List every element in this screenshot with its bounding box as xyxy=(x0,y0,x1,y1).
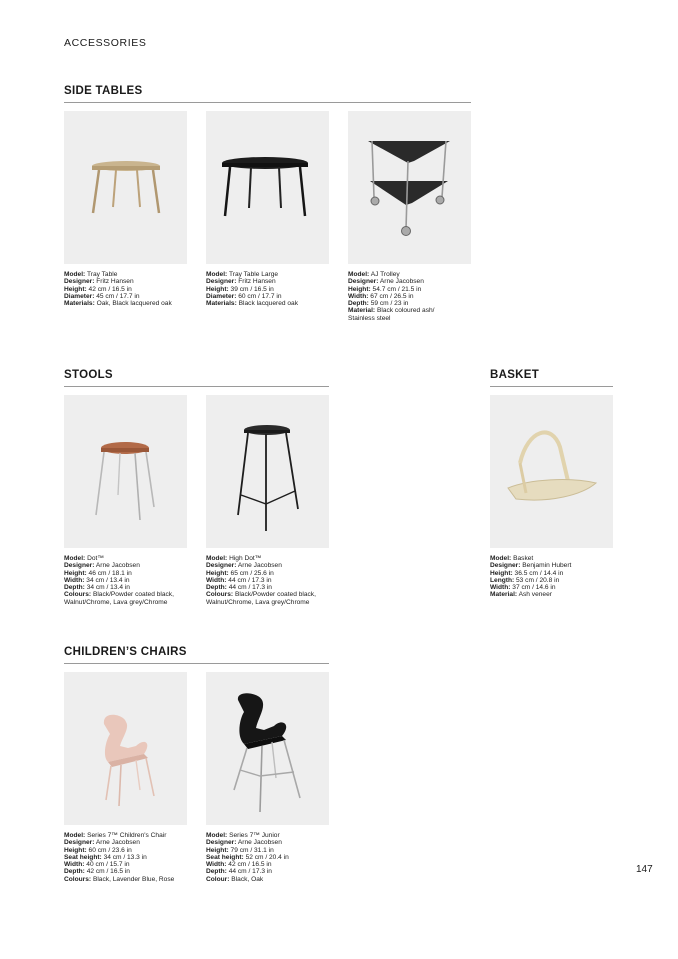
page-header: ACCESSORIES xyxy=(64,37,147,49)
section-divider xyxy=(64,386,329,387)
basket-image xyxy=(490,395,613,548)
series-7-childrens-chair-image xyxy=(64,672,187,825)
high-dot-stool-image xyxy=(206,395,329,548)
product-card-series-7-childrens-chair[interactable] xyxy=(64,672,187,883)
product-card-aj-trolley[interactable] xyxy=(348,111,471,322)
product-specs: Model: Tray Table Designer: Fritz Hansen Height: 42 cm / 16.5 in Diameter: 45 cm / 17.7 in Materials: Oak, Black lacquered oak xyxy=(64,271,172,308)
aj-trolley-image xyxy=(348,111,471,264)
page-number: 147 xyxy=(636,864,653,875)
series-7-junior-chair-image xyxy=(206,672,329,825)
product-card-basket[interactable] xyxy=(490,395,613,599)
section-title-side-tables: SIDE TABLES xyxy=(64,85,143,97)
section-divider xyxy=(64,663,329,664)
section-title-basket: BASKET xyxy=(490,369,540,381)
section-divider xyxy=(490,386,613,387)
product-specs: Model: High Dot™ Designer: Arne Jacobsen Height: 65 cm / 25.6 in Width: 44 cm / 17.3 in Depth: 44 cm / 17.3 in Colours: Black/Powder coated black, Walnut/Chrome, Lava grey/Chrome xyxy=(206,555,316,606)
product-specs: Model: Series 7™ Children's Chair Designer: Arne Jacobsen Height: 60 cm / 23.6 in Seat height: 34 cm / 13.3 in Width: 40 cm / 15.7 in Depth: 42 cm / 16.5 in Colours: Black, Lavender Blue, Rose xyxy=(64,832,175,883)
tray-table-large-black-image xyxy=(206,111,329,264)
product-card-high-dot-stool[interactable] xyxy=(206,395,329,606)
product-specs: Model: Series 7™ Junior Designer: Arne Jacobsen Height: 79 cm / 31.1 in Seat height: 52 cm / 20.4 in Width: 42 cm / 16.5 in Depth: 44 cm / 17.3 in Colour: Black, Oak xyxy=(206,832,289,883)
section-title-stools: STOOLS xyxy=(64,369,113,381)
tray-table-oak-image xyxy=(64,111,187,264)
product-card-tray-table-large[interactable] xyxy=(206,111,329,307)
product-specs: Model: Basket Designer: Benjamin Hubert Height: 36.5 cm / 14.4 in Length: 53 cm / 20.8 in Width: 37 cm / 14.6 in Material: Ash veneer xyxy=(490,555,572,599)
product-card-series-7-junior[interactable] xyxy=(206,672,329,883)
product-card-dot-stool[interactable] xyxy=(64,395,187,606)
section-divider xyxy=(64,102,471,103)
section-title-childrens-chairs: CHILDREN’S CHAIRS xyxy=(64,646,187,658)
product-card-tray-table[interactable] xyxy=(64,111,187,307)
product-specs: Model: Tray Table Large Designer: Fritz Hansen Height: 39 cm / 16.5 in Diameter: 60 cm / 17.7 in Materials: Black lacquered oak xyxy=(206,271,299,308)
product-specs: Model: Dot™ Designer: Arne Jacobsen Height: 46 cm / 18.1 in Width: 34 cm / 13.4 in Depth: 34 cm / 13.4 in Colours: Black/Powder coated black, Walnut/Chrome, Lava grey/Chrome xyxy=(64,555,174,606)
dot-stool-image xyxy=(64,395,187,548)
product-specs: Model: AJ Trolley Designer: Arne Jacobsen Height: 54.7 cm / 21.5 in Width: 67 cm / 26.5 in Depth: 59 cm / 23 in Material: Black coloured ash/ Stainless steel xyxy=(348,271,435,322)
